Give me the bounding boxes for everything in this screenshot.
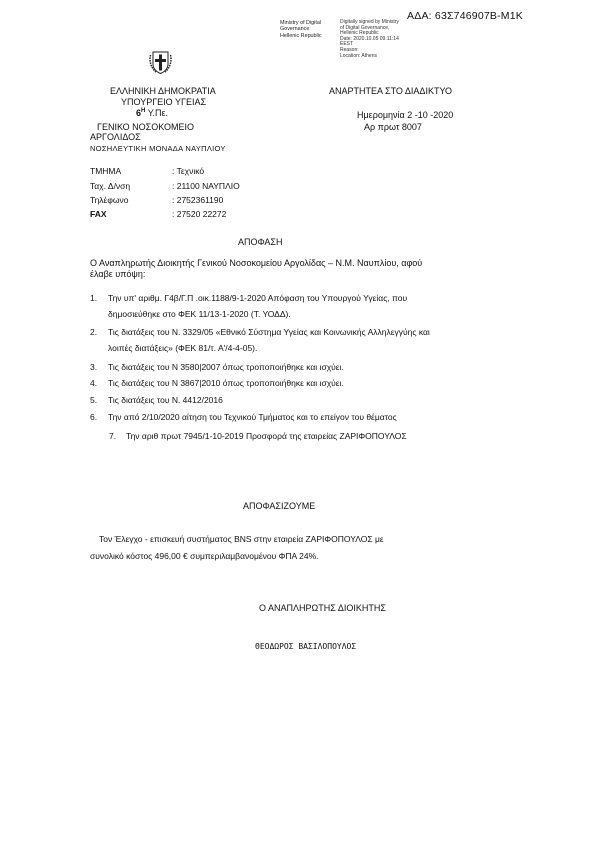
list-item-text: Την υπ' αριθμ. Γ4β/Γ.Π .οικ.1188/9-1-2020 Απόφαση του Υπουργού Υγείας, που (108, 293, 408, 303)
republic-name: ΕΛΛΗΝΙΚΗ ΔΗΜΟΚΡΑΤΙΑ (110, 86, 216, 96)
list-item-text: λοιπές διατάξεις» (ΦΕΚ 81/τ. Α'/4-4-05). (108, 343, 258, 353)
unit-name: ΝΟΣΗΛΕΥΤΙΚΗ ΜΟΝΑΔΑ ΝΑΥΠΛΙΟΥ (90, 144, 226, 153)
signature-detail-line: Hellenic Republic (340, 30, 379, 37)
list-item-number: 4. (90, 378, 98, 388)
hospital-name: ΓΕΝΙΚΟ ΝΟΣΟΚΟΜΕΙΟ (97, 122, 194, 132)
county-name: ΑΡΓΟΛΙΔΟΣ (90, 132, 141, 142)
list-item-text: Τις διατάξεις του Ν. 4412/2016 (108, 395, 223, 405)
document-date: Ημερομηνία 2 -10 -2020 (357, 110, 454, 120)
contact-value: : 21100 ΝΑΥΠΛΙΟ (172, 181, 240, 191)
contact-value: : 2752361190 (172, 195, 224, 205)
signature-detail-line: of Digital Governance, (340, 24, 390, 31)
contact-label: Τηλέφωνο (90, 195, 129, 205)
list-item-number: 3. (90, 362, 98, 372)
signature-detail (340, 20, 400, 59)
contact-value: : 27520 22272 (172, 209, 227, 219)
signature-detail-line: Location: Athens (340, 52, 377, 59)
signature-line: Hellenic Republic (280, 32, 322, 39)
ada-code: ΑΔΑ: 63Σ746907Β-Μ1Κ (407, 10, 523, 22)
decision-text: συνολικό κόστος 496,00 € συμπεριλαμβανομένου ΦΠΑ 24%. (90, 551, 319, 561)
list-item-text: Τις διατάξεις του Ν. 3329/05 «Εθνικό Σύστημα Υγείας και Κοινωνικής Αλληλεγγύης και (108, 327, 430, 337)
list-item-number: 1. (90, 293, 98, 303)
contact-label: Ταχ. Δ/νση (90, 181, 131, 191)
contact-label: ΤΜΗΜΑ (90, 166, 122, 176)
signature-issuer (280, 20, 338, 39)
list-item-number: 2. (90, 327, 98, 337)
signature-line: Ministry of Digital (280, 20, 322, 26)
contact-value: : Τεχνικό (172, 166, 205, 176)
list-item-text: δημοσιεύθηκε στο ΦΕΚ 11/13-1-2020 (Τ. ΥΟΔΔ). (108, 309, 291, 319)
decision-text: Τον Έλεγχο - επισκευή συστήματος BNS στην εταιρεία ΖΑΡΙΦΟΠΟΥΛΟΣ με (99, 534, 384, 544)
coat-of-arms-icon (149, 50, 172, 75)
list-item-number: 5. (90, 395, 98, 405)
region-superscript: Η (141, 108, 146, 114)
region-rest: Υ.Πε. (145, 108, 169, 118)
signature-detail-line: EEST (340, 41, 354, 48)
list-item-text: Τις διατάξεις του Ν 3580|2007 όπως τροποποιήθηκε και ισχύει. (108, 362, 344, 372)
signature-detail-line: Reason: (340, 46, 359, 53)
intro-line: έλαβε υπόψη: (90, 269, 146, 279)
list-item-text: Την αριθ πρωτ 7945/1-10-2019 Προσφορά της εταιρείας ΖΑΡΙΦΟΠΟΥΛΟΣ (126, 431, 407, 441)
signer-title: Ο ΑΝΑΠΛΗΡΩΤΗΣ ΔΙΟΙΚΗΤΗΣ (259, 603, 386, 613)
signature-detail-line: Date: 2020.10.05 09:11:14 (340, 35, 399, 42)
protocol-number: Αρ πρωτ 8007 (364, 122, 422, 132)
list-item-text: Τις διατάξεις του Ν 3867|2010 όπως τροποποιήθηκε και ισχύει. (108, 378, 344, 388)
decide-title: ΑΠΟΦΑΣΙΖΟΥΜΕ (243, 501, 316, 511)
health-region (136, 108, 168, 118)
list-item-text: Την από 2/10/2020 αίτηση του Τεχνικού Τμήματος και το επείγον του θέματος (108, 412, 397, 422)
ministry-name: ΥΠΟΥΡΓΕΙΟ ΥΓΕΙΑΣ (121, 97, 207, 107)
signer-name: ΘΕΟΔΩΡΟΣ ΒΑΣΙΛΟΠΟΥΛΟΣ (255, 642, 357, 651)
decision-title: ΑΠΟΦΑΣΗ (238, 237, 283, 247)
region-number: 6 (136, 108, 142, 118)
contact-label: FAX (90, 209, 107, 219)
internet-posting-note: ΑΝΑΡΤΗΤΕΑ ΣΤΟ ΔΙΑΔΙΚΤΥΟ (329, 86, 452, 96)
signature-line: Governance (280, 26, 310, 33)
intro-line: Ο Αναπληρωτής Διοικητής Γενικού Νοσοκομείου Αργολίδας – Ν.Μ. Ναυπλίου, αφού (90, 258, 423, 268)
list-item-number: 6. (90, 412, 98, 422)
list-item-number: 7. (109, 431, 117, 441)
signature-detail-line: Digitally signed by Ministry (340, 19, 399, 25)
